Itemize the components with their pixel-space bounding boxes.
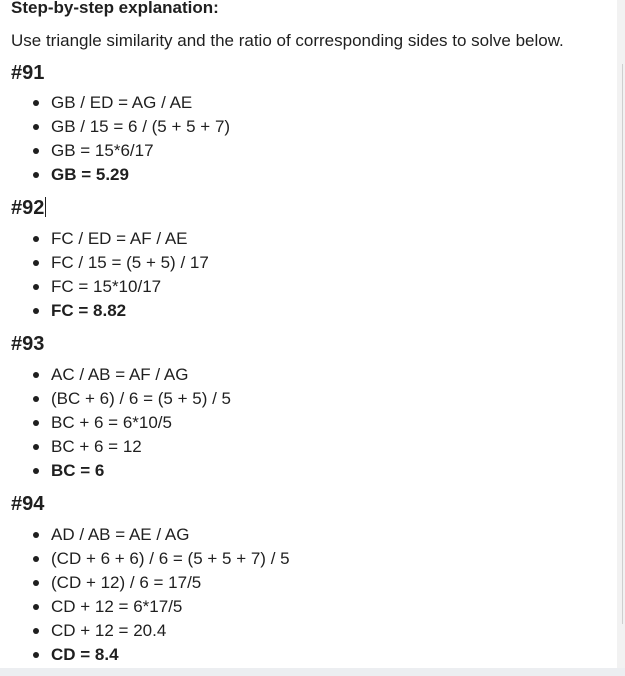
list-item: GB / 15 = 6 / (5 + 5 + 7) xyxy=(0,115,230,139)
step-by-step-heading: Step-by-step explanation: xyxy=(11,0,219,17)
list-item: AD / AB = AE / AG xyxy=(0,523,290,547)
list-item: FC / 15 = (5 + 5) / 17 xyxy=(0,251,209,275)
list-item: BC + 6 = 6*10/5 xyxy=(0,411,231,435)
list-item: CD + 12 = 20.4 xyxy=(0,619,290,643)
list-item: CD + 12 = 6*17/5 xyxy=(0,595,290,619)
problem-93-steps xyxy=(0,363,231,483)
vertical-scrollbar[interactable] xyxy=(617,0,625,676)
problem-92-steps xyxy=(0,227,209,323)
problem-94-steps xyxy=(0,523,290,667)
list-item: (CD + 12) / 6 = 17/5 xyxy=(0,571,290,595)
problem-91-title: #91 xyxy=(11,62,45,84)
problem-93-title: #93 xyxy=(11,333,45,355)
answer-item: FC = 8.82 xyxy=(0,299,209,323)
answer-item: CD = 8.4 xyxy=(0,643,290,667)
scrollbar-track[interactable] xyxy=(622,64,623,624)
answer-item: GB = 5.29 xyxy=(0,163,230,187)
list-item: GB = 15*6/17 xyxy=(0,139,230,163)
answer-item: BC = 6 xyxy=(0,459,231,483)
problem-94-title: #94 xyxy=(11,493,45,515)
text-cursor xyxy=(45,197,46,217)
list-item: FC = 15*10/17 xyxy=(0,275,209,299)
intro-text: Use triangle similarity and the ratio of corresponding sides to solve below. xyxy=(11,31,564,50)
list-item: (BC + 6) / 6 = (5 + 5) / 5 xyxy=(0,387,231,411)
list-item: (CD + 6 + 6) / 6 = (5 + 5 + 7) / 5 xyxy=(0,547,290,571)
problem-91-steps xyxy=(0,91,230,187)
list-item: FC / ED = AF / AE xyxy=(0,227,209,251)
list-item: BC + 6 = 12 xyxy=(0,435,231,459)
problem-92-title: #92 xyxy=(11,197,45,219)
list-item: AC / AB = AF / AG xyxy=(0,363,231,387)
list-item: GB / ED = AG / AE xyxy=(0,91,230,115)
bottom-edge xyxy=(0,668,625,676)
